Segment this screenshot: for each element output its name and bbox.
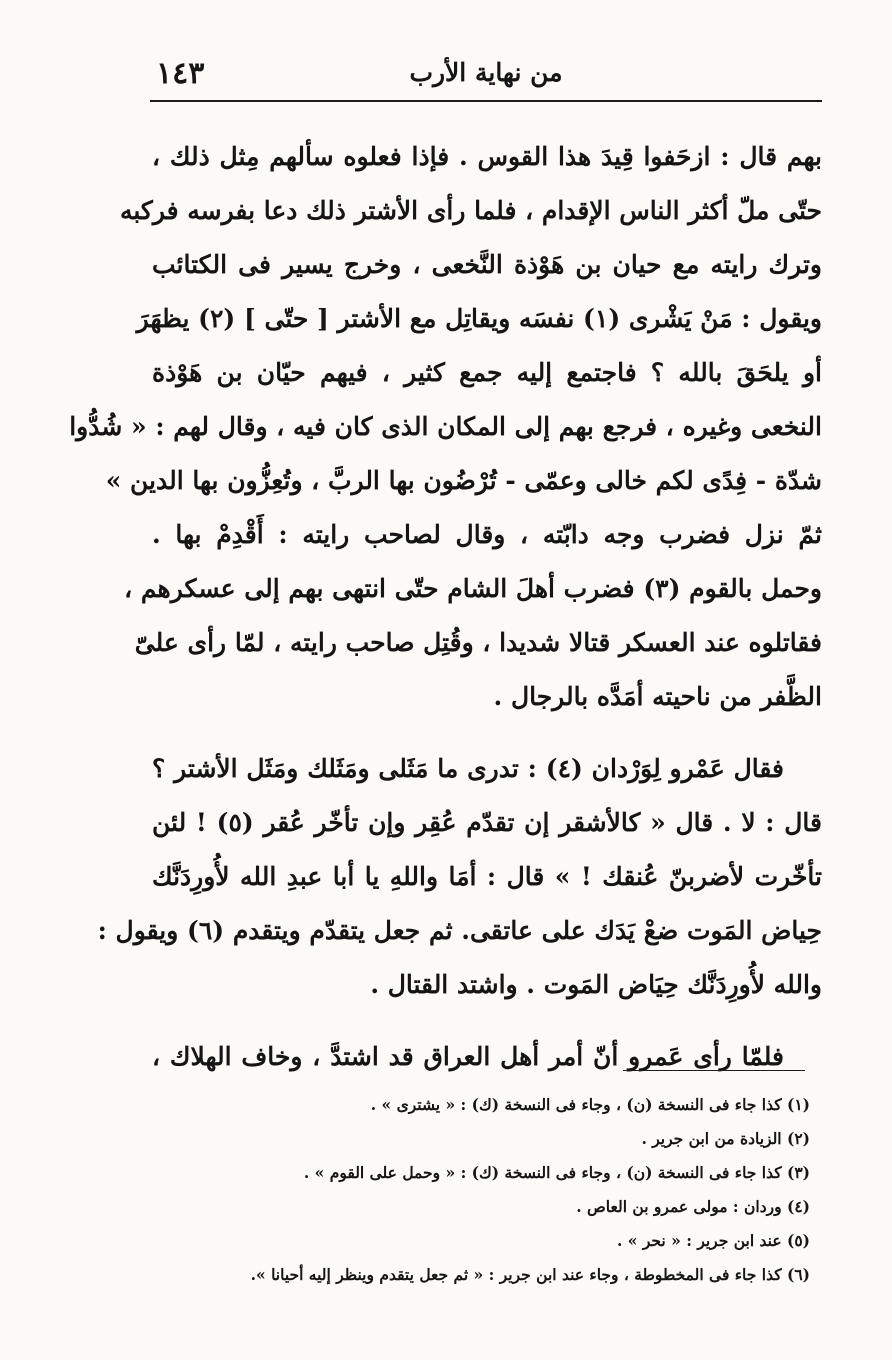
footnotes bbox=[150, 1088, 810, 1292]
paragraph-gap bbox=[152, 724, 822, 742]
footnote: (٥) عند ابن جرير : « نحر » . bbox=[616, 1231, 810, 1250]
main-text bbox=[69, 130, 823, 1084]
running-title: من نهاية الأرب bbox=[409, 58, 563, 87]
text-line: الظَّفر من ناحيته أمَدَّه بالرجال . bbox=[493, 682, 822, 711]
text-line: ثمّ نزل فضرب وجه دابّته ، وقال لصاحب رايته : أَقْدِمْ بها . bbox=[152, 520, 822, 549]
running-header bbox=[150, 56, 822, 102]
footnote-divider bbox=[623, 1070, 805, 1071]
text-line: تأخّرت لأضربنّ عُنقك ! » قال : أمَا واللهِ يا أبا عبدِ الله لأُورِدَنَّك bbox=[152, 862, 822, 891]
text-line: فلمّا رأى عَمرو أنّ أمر أهل العراق قد اشتدَّ ، وخاف الهلاك ، bbox=[152, 1042, 784, 1071]
footnote: (١) كذا جاء فى النسخة (ن) ، وجاء فى النسخة (ك) : « يشترى » . bbox=[370, 1095, 810, 1114]
text-line: فقاتلوه عند العسكر قتالا شديدا ، وقُتِل صاحب رايته ، لمّا رأى علىّ bbox=[134, 628, 822, 657]
text-line: قال : لا . قال « كالأشقر إن تقدّم عُقِر وإن تأخّر عُقر (٥) ! لئن bbox=[152, 808, 822, 837]
text-line: النخعى وغيره ، فرجع بهم إلى المكان الذى كان فيه ، وقال لهم : « شُدُّوا bbox=[69, 412, 822, 441]
footnote: (٣) كذا جاء فى النسخة (ن) ، وجاء فى النسخة (ك) : « وحمل على القوم » . bbox=[303, 1163, 810, 1182]
text-line: بهم قال : ازحَفوا قِيدَ هذا القوس . فإذا فعلوه سألهم مِثل ذلك ، bbox=[152, 142, 823, 171]
text-line: فقال عَمْرو لِوَرْدان (٤) : تدرى ما مَثَلى ومَثَلك ومَثَل الأشتر ؟ bbox=[152, 754, 784, 783]
text-line: وحمل بالقوم (٣) فضرب أهلَ الشام حتّى انتهى بهم إلى عسكرهم ، bbox=[124, 574, 822, 603]
text-line: حِياض المَوت ضعْ يَدَك على عاتقى. ثم جعل يتقدّم ويتقدم (٦) ويقول : bbox=[97, 916, 822, 945]
text-line: والله لأُورِدَنَّك حِيَاض المَوت . واشتد القتال . bbox=[370, 970, 822, 999]
text-line: حتّى ملّ أكثر الناس الإقدام ، فلما رأى الأشتر ذلك دعا بفرسه فركبه bbox=[119, 196, 822, 225]
text-line: ويقول : مَنْ يَشْرى (١) نفسَه ويقاتِل مع الأشتر [ حتّى ] (٢) يظهَرَ bbox=[136, 304, 822, 333]
text-line: أو يلحَقَ بالله ؟ فاجتمع إليه جمع كثير ، فيهم حيّان بن هَوْذة bbox=[152, 358, 822, 387]
footnote: (٦) كذا جاء فى المخطوطة ، وجاء عند ابن جرير : « ثم جعل يتقدم وينظر إليه أحيانا ». bbox=[250, 1265, 810, 1284]
text-line: شدّة - فِدًى لكم خالى وعمّى - تُرْضُون بها الربَّ ، وتُعِزُّون بها الدين » bbox=[105, 466, 822, 495]
paragraph-gap bbox=[152, 1012, 822, 1030]
text-line: وترك رايته مع حيان بن هَوْذة النَّخعى ، وخرج يسير فى الكتائب bbox=[152, 250, 822, 279]
page-number: ١٤٣ bbox=[156, 56, 205, 91]
footnote: (٢) الزيادة من ابن جرير . bbox=[641, 1129, 810, 1148]
footnote: (٤) وردان : مولى عمرو بن العاص . bbox=[576, 1197, 810, 1216]
